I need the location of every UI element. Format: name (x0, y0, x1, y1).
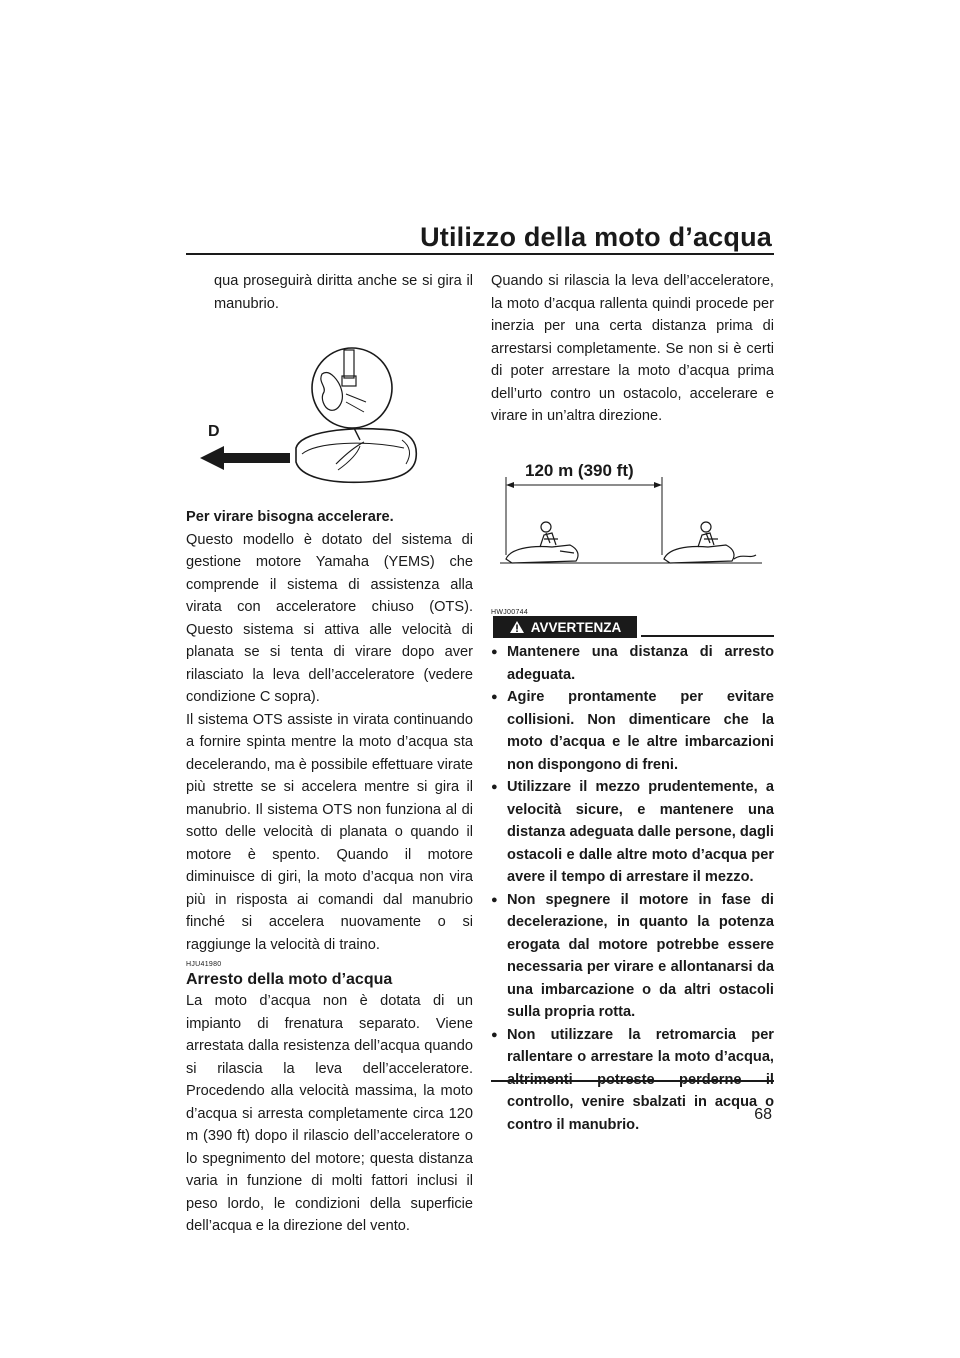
section-title: Arresto della moto d’acqua (186, 971, 393, 988)
bullet-icon: ● (491, 1028, 498, 1041)
bullet-icon: ● (491, 646, 498, 658)
direction-label: D (208, 423, 220, 440)
turning-diagram (196, 342, 432, 492)
warning-item: ● Agire prontamente per evitare collisioni. Non dimenticare che la moto d’acqua e le altre imbarcazioni non dispongono di freni. (491, 686, 774, 776)
jetski-hull (296, 429, 416, 483)
header-rule (186, 253, 774, 255)
left-column (186, 270, 473, 315)
direction-arrow-icon (200, 446, 290, 470)
warning-badge (493, 616, 637, 638)
warning-item: ● Utilizzare il mezzo prudentemente, a velocità sicure, e mantenere una distanza adeguata dalle persone, dagli ostacoli e dalle altre moto d’acqua per avere il tempo di arrestare il mezzo. (491, 776, 774, 889)
jetski-stop (664, 522, 756, 563)
left-column-body (186, 506, 473, 1238)
warning-list (491, 641, 774, 1136)
page-header-title: Utilizzo della moto d’acqua (420, 222, 772, 252)
warning-code: HWJ00744 (491, 609, 529, 616)
section-code: HJU41980 (186, 961, 222, 968)
bullet-icon: ● (491, 893, 498, 906)
distance-label: 120 m (390 ft) (525, 461, 634, 480)
bullet-icon: ● (491, 691, 498, 703)
stopping-paragraph: La moto d’acqua non è dotata di un impianto di frenatura separato. Viene arrestata dalla resistenza dell’acqua quando si rilascia la leva dell’acceleratore. Procedendo alla velocità massima, la moto d’acqua si arresta completamente circa 120 m (390 ft) dopo il rilascio dell’acceleratore o lo spegnimento del motore; questa distanza varia in funzione di molti fattori inclusi il peso lordo, le condizioni della superficie dell’acqua e la direzione del vento. (186, 993, 473, 1234)
page-number: 68 (754, 1106, 772, 1123)
jetski-start (506, 522, 578, 563)
warning-header (491, 616, 774, 638)
warning-label: AVVERTENZA (530, 619, 622, 635)
right-column (491, 270, 774, 428)
turning-heading: Per virare bisogna accelerare. (186, 509, 394, 525)
ots-paragraph: Il sistema OTS assiste in virata continuando a fornire spinta mentre la moto d’acqua sta decelerando, ma è possibile effettuare virate più strette se si accelera mentre si gira il manubrio. Il sistema OTS non funziona al di sotto delle velocità di planata o quando il motore è spento. Quando il motore diminuisce di giri, la moto d’acqua non vira più in risposta ai comandi dal manubrio finché si accelera nuovamente o si raggiunge la velocità di traino. (186, 711, 473, 953)
warning-triangle-icon (509, 620, 525, 634)
warning-bottom-rule (491, 1080, 774, 1082)
warning-item: ● Non utilizzare la retromarcia per rallentare o arrestare la moto d’acqua, controllo, venire sbalzati in acqua o contro il manubrio. (491, 1024, 774, 1137)
warning-item: ● Mantenere una distanza di arresto adeguata. (491, 641, 774, 686)
coasting-paragraph: Quando si rilascia la leva dell’acceleratore, la moto d’acqua rallenta quindi procede per inerzia per una certa distanza prima di arrestarsi completamente. Se non si è certi di poter arrestare la moto d’acqua prima dell’urto contro un ostacolo, accelerare e virare in un’altra direzione. (491, 273, 774, 424)
yems-paragraph: Questo modello è dotato del sistema di gestione motore Yamaha (YEMS) che comprende il sistema di assistenza alla virata con acceleratore chiuso (OTS). Questo sistema si attiva alle velocità di planata se si tenta di virare dopo aver rilasciato la leva dell’acceleratore (vedere condizione C sopra). (186, 531, 473, 705)
bullet-icon: ● (491, 781, 498, 793)
intro-text: qua proseguirà diritta anche se si gira il manubrio. (214, 273, 473, 312)
stopping-distance-diagram (500, 455, 770, 580)
warning-item: ● Non spegnere il motore in fase di decelerazione, in quanto la potenza erogata dal motore potrebbe essere necessaria per virare e allontanarsi da una imbarcazione o da altri ostacoli sulla propria rotta. (491, 889, 774, 1024)
warning-rule (641, 635, 774, 637)
